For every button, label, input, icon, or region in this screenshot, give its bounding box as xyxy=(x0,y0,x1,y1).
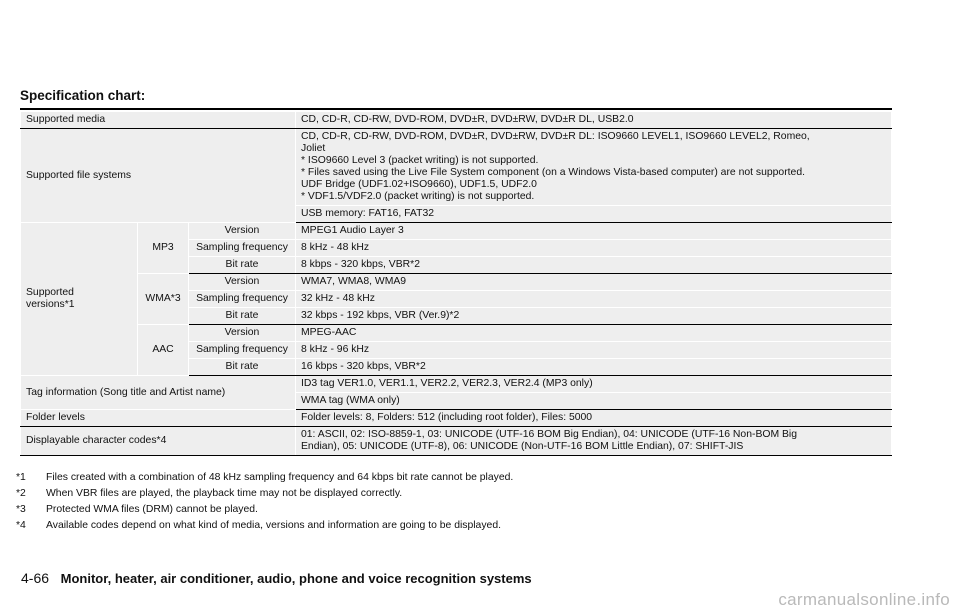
chapter-title: Monitor, heater, air conditioner, audio, phone and voice recognition systems xyxy=(60,571,532,586)
row-value-charcodes xyxy=(296,427,892,456)
watermark: carmanualsonline.info xyxy=(778,590,950,609)
fs-line: CD, CD-R, CD-RW, DVD-ROM, DVD±R, DVD±RW, DVD±R DL: ISO9660 LEVEL1, ISO9660 LEVEL2, Romeo, xyxy=(301,131,810,142)
versions-label-line: Supported xyxy=(26,287,74,298)
row-value-folders: Folder levels: 8, Folders: 512 (including root folder), Files: 5000 xyxy=(296,410,892,427)
table-row xyxy=(21,410,892,427)
sub-label: Version xyxy=(189,274,296,291)
format-aac: AAC xyxy=(138,325,189,376)
fs-line: * VDF1.5/VDF2.0 (packet writing) is not supported. xyxy=(301,191,535,202)
fs-line: UDF Bridge (UDF1.02+ISO9660), UDF1.5, UDF2.0 xyxy=(301,179,537,190)
table-row xyxy=(21,427,892,456)
footnote xyxy=(16,502,513,518)
table-row xyxy=(21,223,892,240)
sub-label: Version xyxy=(189,325,296,342)
footnote-mark: *2 xyxy=(16,488,26,499)
sub-value: 8 kHz - 48 kHz xyxy=(296,240,892,257)
row-label-folders: Folder levels xyxy=(21,410,296,427)
format-wma: WMA*3 xyxy=(138,274,189,325)
section-title: Specification chart: xyxy=(20,88,146,103)
footnote-mark: *1 xyxy=(16,472,26,483)
row-value-media: CD, CD-R, CD-RW, DVD-ROM, DVD±R, DVD±RW, DVD±R DL, USB2.0 xyxy=(296,112,892,129)
charcode-line: 01: ASCII, 02: ISO-8859-1, 03: UNICODE (UTF-16 BOM Big Endian), 04: UNICODE (UTF-16 Non-BOM Big xyxy=(301,429,798,440)
footnote-text: Available codes depend on what kind of media, versions and information are going to be displayed. xyxy=(46,520,501,531)
footnote-text: Protected WMA files (DRM) cannot be played. xyxy=(46,504,258,515)
sub-value: MPEG-AAC xyxy=(296,325,892,342)
row-value-filesystems xyxy=(296,129,892,206)
sub-label: Sampling frequency xyxy=(189,342,296,359)
footnote-text: When VBR files are played, the playback time may not be displayed correctly. xyxy=(46,488,403,499)
fs-line: * Files saved using the Live File System component (on a Windows Vista-based computer) are not supported. xyxy=(301,167,806,178)
fs-line: Joliet xyxy=(301,143,326,154)
row-label-charcodes: Displayable character codes*4 xyxy=(21,427,296,456)
footnote-mark: *3 xyxy=(16,504,26,515)
footnote-text: Files created with a combination of 48 kHz sampling frequency and 64 kbps bit rate cannot be played. xyxy=(46,472,514,483)
table-row xyxy=(21,325,892,342)
table-row xyxy=(21,129,892,206)
sub-value: 8 kHz - 96 kHz xyxy=(296,342,892,359)
fs-line: * ISO9660 Level 3 (packet writing) is not supported. xyxy=(301,155,539,166)
sub-label: Bit rate xyxy=(189,308,296,325)
sub-label: Sampling frequency xyxy=(189,291,296,308)
table-row xyxy=(21,376,892,393)
sub-value: 32 kbps - 192 kbps, VBR (Ver.9)*2 xyxy=(296,308,892,325)
sub-label: Bit rate xyxy=(189,257,296,274)
footnotes xyxy=(16,470,513,534)
row-value-usb: USB memory: FAT16, FAT32 xyxy=(296,206,892,223)
row-label-tag: Tag information (Song title and Artist name) xyxy=(21,376,296,410)
specification-table xyxy=(20,111,892,456)
format-mp3: MP3 xyxy=(138,223,189,274)
footnote-mark: *4 xyxy=(16,520,26,531)
row-value-tag: WMA tag (WMA only) xyxy=(296,393,892,410)
table-top-rule xyxy=(20,108,892,110)
row-value-tag: ID3 tag VER1.0, VER1.1, VER2.2, VER2.3, VER2.4 (MP3 only) xyxy=(296,376,892,393)
sub-label: Sampling frequency xyxy=(189,240,296,257)
table-row xyxy=(21,112,892,129)
sub-value: MPEG1 Audio Layer 3 xyxy=(296,223,892,240)
charcode-line: Endian), 05: UNICODE (UTF-8), 06: UNICODE (Non-UTF-16 BOM Little Endian), 07: SHIFT-JIS xyxy=(301,441,744,452)
page-number: 4-66 xyxy=(21,570,50,586)
footnote xyxy=(16,486,513,502)
sub-value: 8 kbps - 320 kbps, VBR*2 xyxy=(296,257,892,274)
footnote xyxy=(16,518,513,534)
sub-value: WMA7, WMA8, WMA9 xyxy=(296,274,892,291)
row-label-versions xyxy=(21,223,138,376)
row-label-filesystems: Supported file systems xyxy=(21,129,296,223)
table-row xyxy=(21,274,892,291)
versions-label-line: versions*1 xyxy=(26,299,75,310)
row-label-media: Supported media xyxy=(21,112,296,129)
sub-label: Version xyxy=(189,223,296,240)
sub-value: 16 kbps - 320 kbps, VBR*2 xyxy=(296,359,892,376)
sub-value: 32 kHz - 48 kHz xyxy=(296,291,892,308)
footnote xyxy=(16,470,513,486)
page-footer xyxy=(21,570,532,586)
sub-label: Bit rate xyxy=(189,359,296,376)
